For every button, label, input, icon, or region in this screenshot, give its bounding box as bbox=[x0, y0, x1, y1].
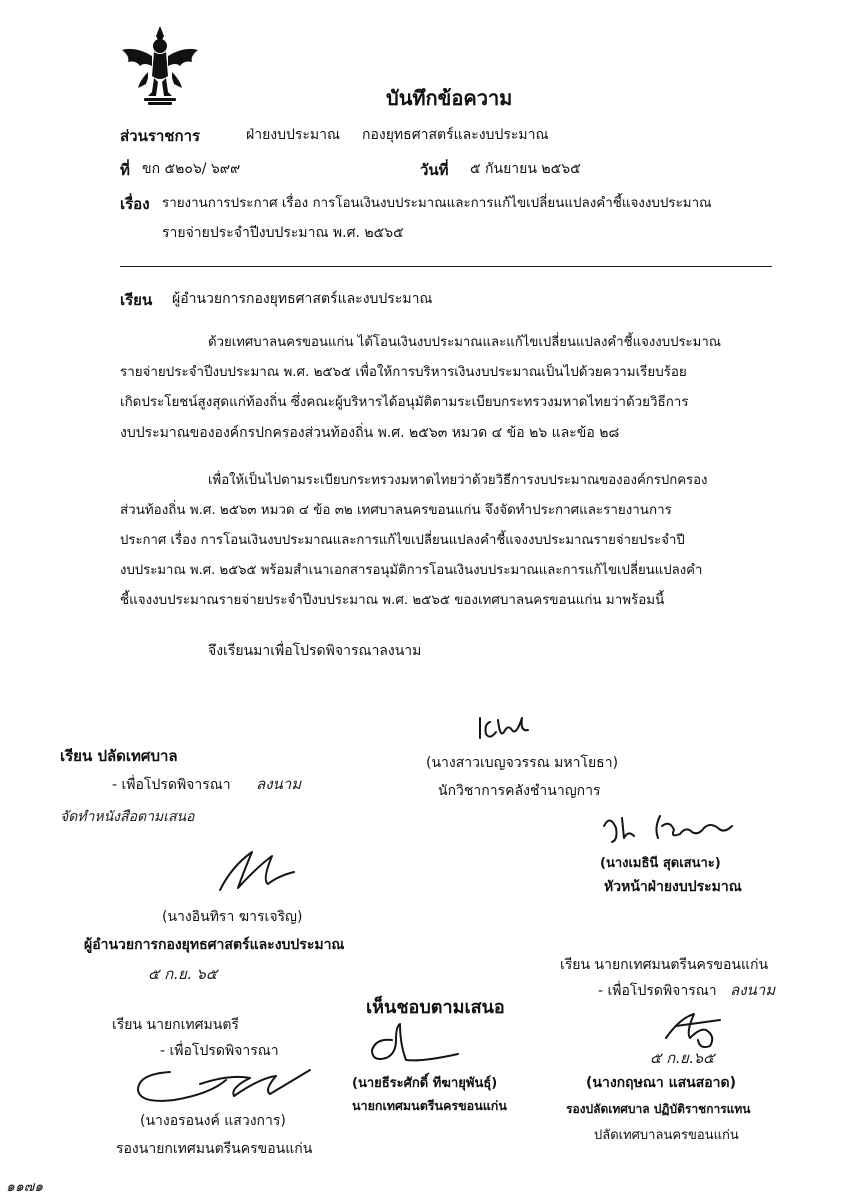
body-paragraph-2 bbox=[120, 466, 770, 616]
agency-unit: ฝ่ายงบประมาณ bbox=[246, 127, 340, 143]
route-to-mayor-hand: ลงนาม bbox=[730, 981, 776, 999]
ref-no: ขก ๕๒๐๖/ ๖๙๙ bbox=[142, 161, 241, 177]
approval-text: เห็นชอบตามเสนอ bbox=[366, 997, 505, 1018]
deputy-clerk-signature bbox=[660, 1008, 740, 1050]
memo-title: บันทึกข้อความ bbox=[386, 86, 513, 110]
budget-head-position: หัวหน้าฝ่ายงบประมาณ bbox=[604, 879, 742, 895]
agency-label: ส่วนราชการ bbox=[120, 127, 201, 145]
body-paragraph-1 bbox=[120, 328, 770, 448]
director-hand-note: จัดทำหนังสือตามเสนอ bbox=[60, 809, 195, 825]
director-signature bbox=[212, 846, 302, 896]
route-to-clerk-hand: ลงนาม bbox=[256, 775, 302, 793]
director-date: ๕ ก.ย. ๖๕ bbox=[148, 965, 218, 983]
analyst-name: (นางสาวเบญจวรรณ มหาโยธา) bbox=[426, 755, 619, 771]
director-position: ผู้อำนวยการกองยุทธศาสตร์และงบประมาณ bbox=[84, 937, 345, 953]
analyst-position: นักวิชาการคลังชำนาญการ bbox=[438, 783, 601, 799]
mayor-signature bbox=[362, 1020, 472, 1066]
subject-label: เรื่อง bbox=[120, 195, 150, 213]
body-line: ด้วยเทศบาลนครขอนแก่น ได้โอนเงินงบประมาณและแก้ไขเปลี่ยนแปลงคำชี้แจงงบประมาณ bbox=[208, 335, 721, 350]
body-line: ส่วนท้องถิ่น พ.ศ. ๒๕๖๓ หมวด ๔ ข้อ ๓๒ เทศบาลนครขอนแก่น จึงจัดทำประกาศและรายงานการ bbox=[120, 503, 672, 518]
deputy-mayor-position: รองนายกเทศมนตรีนครขอนแก่น bbox=[116, 1141, 313, 1157]
deputy-clerk-name: (นางกฤษณา แสนสอาด) bbox=[586, 1075, 737, 1091]
date-value: ๕ กันยายน ๒๕๖๕ bbox=[470, 161, 581, 177]
ref-label: ที่ bbox=[120, 161, 130, 179]
deputy-mayor-name: (นางอรอนงค์ แสวงการ) bbox=[140, 1113, 286, 1129]
deputy-clerk-position-1: รองปลัดเทศบาล ปฏิบัติราชการแทน bbox=[566, 1102, 751, 1116]
body-line: งบประมาณขององค์กรปกครองส่วนท้องถิ่น พ.ศ. ๒๕๖๓ หมวด ๔ ข้อ ๒๖ และข้อ ๒๘ bbox=[120, 425, 620, 441]
route-to-mayor-note: - เพื่อโปรดพิจารณา bbox=[598, 983, 717, 999]
closing-line: จึงเรียนมาเพื่อโปรดพิจารณาลงนาม bbox=[208, 643, 422, 659]
date-label: วันที่ bbox=[420, 161, 449, 179]
margin-number: ๑๑๗๑ bbox=[6, 1179, 44, 1195]
budget-head-signature bbox=[600, 808, 760, 848]
body-line: เกิดประโยชน์สูงสุดแก่ท้องถิ่น ซึ่งคณะผู้บริหารได้อนุมัติตามระเบียบกระทรวงมหาดไทยว่าด้วยวิธีการ bbox=[120, 395, 689, 410]
deputy-clerk-date: ๕ ก.ย.๖๕ bbox=[650, 1049, 715, 1067]
analyst-signature bbox=[476, 712, 546, 742]
director-name: (นางอินทิรา ฆารเจริญ) bbox=[162, 909, 303, 925]
body-line: งบประมาณ พ.ศ. ๒๕๖๕ พร้อมสำเนาเอกสารอนุมัติการโอนเงินงบประมาณและการแก้ไขเปลี่ยนแปลงคำ bbox=[120, 563, 703, 578]
agency-division: กองยุทธศาสตร์และงบประมาณ bbox=[362, 127, 549, 143]
route-to-clerk-label: เรียน ปลัดเทศบาล bbox=[60, 747, 178, 765]
deputy-clerk-position-2: ปลัดเทศบาลนครขอนแก่น bbox=[594, 1128, 739, 1143]
to-label: เรียน bbox=[120, 291, 153, 309]
mayor-name: (นายธีระศักดิ์ ทีฆายุพันธุ์) bbox=[352, 1076, 498, 1091]
garuda-emblem bbox=[118, 22, 202, 108]
route-to-mayor2-label: เรียน นายกเทศมนตรี bbox=[112, 1017, 239, 1033]
to-value: ผู้อำนวยการกองยุทธศาสตร์และงบประมาณ bbox=[172, 291, 433, 307]
subject-line-2: รายจ่ายประจำปีงบประมาณ พ.ศ. ๒๕๖๕ bbox=[162, 225, 404, 241]
body-line: เพื่อให้เป็นไปตามระเบียบกระทรวงมหาดไทยว่าด้วยวิธีการงบประมาณขององค์กรปกครอง bbox=[208, 473, 708, 488]
deputy-mayor-signature bbox=[130, 1064, 320, 1110]
route-to-clerk-note: - เพื่อโปรดพิจารณา bbox=[112, 777, 231, 793]
body-line: รายจ่ายประจำปีงบประมาณ พ.ศ. ๒๕๖๕ เพื่อให้การบริหารเงินงบประมาณเป็นไปด้วยความเรียบร้อย bbox=[120, 365, 687, 380]
header-divider bbox=[120, 266, 772, 267]
subject-line-1: รายงานการประกาศ เรื่อง การโอนเงินงบประมาณและการแก้ไขเปลี่ยนแปลงคำชี้แจงงบประมาณ bbox=[162, 196, 712, 211]
route-to-mayor-label: เรียน นายกเทศมนตรีนครขอนแก่น bbox=[560, 957, 769, 973]
body-line: ประกาศ เรื่อง การโอนเงินงบประมาณและการแก้ไขเปลี่ยนแปลงคำชี้แจงงบประมาณรายจ่ายประจำปี bbox=[120, 533, 685, 548]
body-line: ชี้แจงงบประมาณรายจ่ายประจำปีงบประมาณ พ.ศ. ๒๕๖๕ ของเทศบาลนครขอนแก่น มาพร้อมนี้ bbox=[120, 593, 665, 608]
route-to-mayor2-note: - เพื่อโปรดพิจารณา bbox=[160, 1043, 279, 1059]
budget-head-name: (นางเมธินี สุดเสนาะ) bbox=[600, 856, 721, 871]
mayor-position: นายกเทศมนตรีนครขอนแก่น bbox=[352, 1098, 507, 1113]
